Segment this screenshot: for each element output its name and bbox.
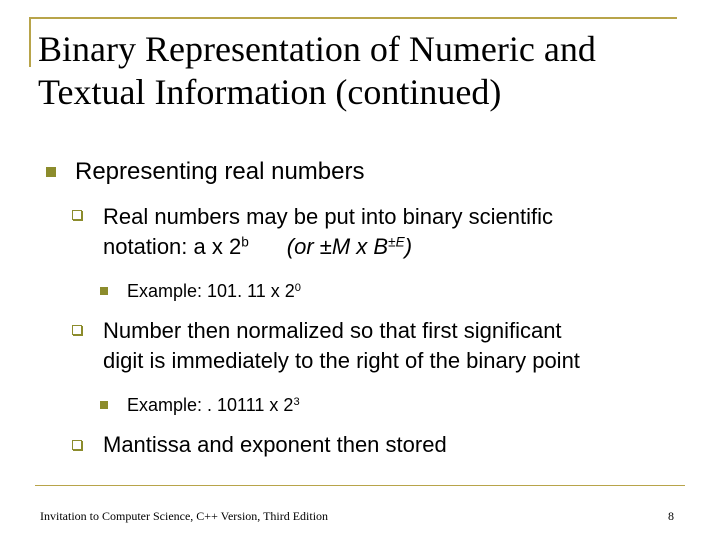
sub-bullet-normalized [103,316,580,376]
title-rule-top [29,17,677,19]
square-bullet-icon [46,167,56,177]
example-101-11-text: Example: 101. 11 x 2 [127,281,295,301]
sub-bullet-normalized-line-2: digit is immediately to the right of the binary point [103,348,580,373]
notation-general-form-exponent: ±E [388,234,405,250]
page-number: 8 [668,509,674,523]
sub-bullet-scientific-notation-line-2 [103,232,553,262]
sub-bullet-scientific-notation-line-1: Real numbers may be put into binary scientific [103,204,553,229]
slide-title [38,28,708,114]
notation-exponent: b [241,234,249,250]
square-bullet-icon [100,401,108,409]
notation-general-form-close: ) [404,234,413,259]
footer-rule [35,485,685,486]
hollow-square-bullet-icon [72,210,82,220]
slide-title-line-2: Textual Information (continued) [38,72,502,112]
notation-general-form [287,234,412,259]
hollow-square-bullet-icon [72,325,82,335]
title-rule-left [29,17,31,67]
example-10111-exponent: 3 [293,395,300,408]
notation-formula: notation: a x 2 [103,234,242,259]
sub-bullet-normalized-line-1: Number then normalized so that first significant [103,318,562,343]
example-101-11 [127,279,301,303]
notation-general-form-base: (or ±M x B [286,234,389,259]
sub-bullet-scientific-notation [103,202,553,262]
footer-text: Invitation to Computer Science, C++ Version, Third Edition [40,509,329,523]
bullet-representing-real-numbers: Representing real numbers [75,158,365,185]
slide-title-line-1: Binary Representation of Numeric and [38,29,596,69]
hollow-square-bullet-icon [72,440,82,450]
square-bullet-icon [100,287,108,295]
example-101-11-exponent: 0 [294,281,301,294]
sub-bullet-mantissa: Mantissa and exponent then stored [103,432,447,457]
example-10111-text: Example: . 10111 x 2 [127,395,294,415]
example-10111 [127,393,300,417]
